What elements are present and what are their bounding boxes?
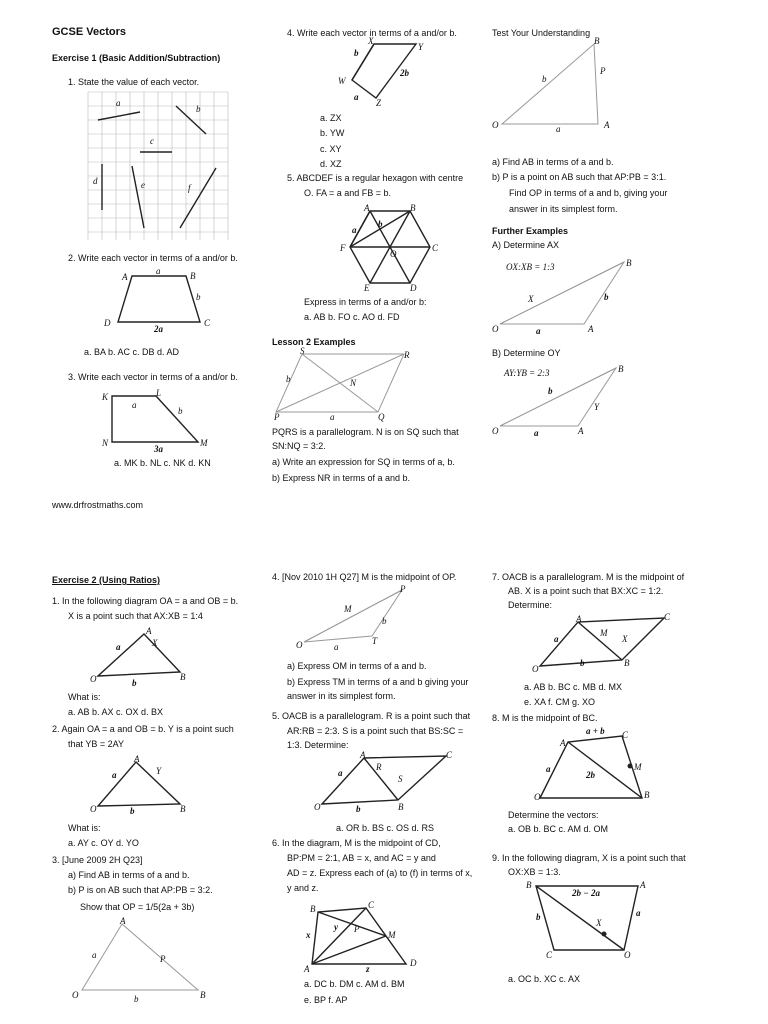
e7-parts1: a. AB b. BC c. MB d. MX	[524, 682, 623, 692]
e7-line1: 7. OACB is a parallelogram. M is the midpoint of	[492, 572, 685, 582]
svg-text:P: P	[274, 412, 280, 422]
e1-parts: a. AB b. AX c. OX d. BX	[68, 707, 164, 717]
e9-diagram	[524, 880, 654, 960]
svg-text:e: e	[141, 180, 145, 190]
svg-text:A: A	[360, 750, 366, 760]
e9-parts: a. OC b. XC c. AX	[508, 974, 581, 984]
svg-text:b: b	[536, 912, 541, 922]
svg-text:C: C	[204, 318, 211, 328]
svg-text:C: C	[622, 730, 629, 740]
e5-line2: AR:RB = 2:3. S is a point such that BS:SC =	[287, 726, 464, 736]
e2-line1: 2. Again OA = a and OB = b. Y is a point such	[52, 724, 234, 734]
e2-line2: that YB = 2AY	[68, 739, 124, 749]
test-triangle	[490, 36, 620, 132]
q5-parts: a. AB b. FO c. AO d. FD	[304, 312, 400, 322]
further-a: A) Determine AX	[492, 240, 560, 250]
svg-text:M: M	[200, 438, 208, 448]
page-title: GCSE Vectors	[52, 26, 126, 38]
e6-line4: y and z.	[287, 883, 319, 893]
q4-part-c: c. XY	[320, 144, 342, 154]
e2-triangle	[90, 754, 200, 816]
svg-text:B: B	[526, 880, 532, 890]
q4-part-d: d. XZ	[320, 159, 342, 169]
q2-text: 2. Write each vector in terms of a and/or b.	[68, 253, 238, 263]
svg-text:x: x	[306, 930, 311, 940]
e5-line3: 1:3. Determine:	[287, 740, 349, 750]
svg-text:a: a	[354, 92, 359, 102]
svg-text:P: P	[160, 954, 166, 964]
q2-trapezium	[100, 268, 220, 338]
exercise2-heading: Exercise 2 (Using Ratios)	[52, 575, 161, 585]
svg-text:b: b	[196, 104, 201, 114]
svg-text:b: b	[580, 658, 585, 668]
e7-parallelogram	[530, 612, 670, 674]
svg-text:W: W	[338, 76, 346, 86]
e4-line1: 4. [Nov 2010 1H Q27] M is the midpoint of OP.	[272, 572, 457, 582]
e6-parts1: a. DC b. DM c. AM d. BM	[304, 979, 405, 989]
svg-text:a: a	[534, 428, 539, 438]
svg-text:S: S	[300, 346, 305, 356]
svg-text:D: D	[410, 958, 417, 968]
q5-line2: O. FA = a and FB = b.	[304, 188, 392, 198]
test-part-b1: b) P is a point on AB such that AP:PB = 3:1.	[492, 172, 667, 182]
test-title: Test Your Understanding	[492, 28, 591, 38]
e7-line3: Determine:	[508, 600, 553, 610]
e4-part-b1: b) Express TM in terms of a and b giving your	[287, 677, 469, 687]
svg-text:P: P	[600, 66, 606, 76]
svg-text:b: b	[604, 292, 609, 302]
e6-diagram	[300, 900, 420, 976]
further-b-triangle	[492, 362, 632, 442]
svg-text:a: a	[554, 634, 559, 644]
q5-express: Express in terms of a and/or b:	[304, 297, 427, 307]
svg-text:AY:YB = 2:3: AY:YB = 2:3	[504, 368, 550, 378]
q4-parallelogram	[332, 38, 442, 114]
svg-text:A: A	[134, 754, 140, 764]
svg-text:O: O	[90, 674, 97, 684]
website-url[interactable]: www.drfrostmaths.com	[52, 500, 144, 510]
svg-text:A: A	[146, 626, 152, 636]
svg-text:X: X	[596, 918, 602, 928]
svg-text:a: a	[536, 326, 541, 336]
lesson2-heading: Lesson 2 Examples	[272, 337, 356, 347]
svg-text:b: b	[132, 678, 137, 688]
svg-text:a: a	[352, 225, 357, 235]
svg-text:O: O	[90, 804, 97, 814]
e8-quadrilateral	[530, 726, 660, 804]
svg-text:N: N	[102, 438, 109, 448]
svg-text:Y: Y	[156, 766, 162, 776]
svg-text:a: a	[116, 98, 121, 108]
svg-text:a: a	[338, 768, 343, 778]
q2-parts: a. BA b. AC c. DB d. AD	[84, 347, 180, 357]
q5-line1: 5. ABCDEF is a regular hexagon with centre	[287, 173, 464, 183]
e6-parts2: e. BP f. AP	[304, 995, 348, 1005]
q4-part-a: a. ZX	[320, 113, 342, 123]
lesson2-line2: SN:NQ = 3:2.	[272, 441, 326, 451]
svg-text:C: C	[664, 612, 671, 622]
svg-text:B: B	[410, 203, 416, 213]
svg-text:A: A	[578, 426, 584, 436]
svg-text:b: b	[382, 616, 387, 626]
svg-text:R: R	[404, 350, 410, 360]
svg-text:Y: Y	[418, 42, 424, 52]
svg-text:z: z	[366, 964, 370, 974]
e1-what: What is:	[68, 692, 101, 702]
svg-text:B: B	[398, 802, 404, 812]
q3-text: 3. Write each vector in terms of a and/or b.	[68, 372, 238, 382]
svg-text:B: B	[180, 672, 186, 682]
svg-text:P: P	[354, 924, 360, 934]
svg-text:b: b	[196, 292, 201, 302]
svg-text:a: a	[112, 770, 117, 780]
svg-text:O: O	[492, 120, 499, 130]
svg-text:X: X	[368, 36, 374, 46]
exercise1-heading: Exercise 1 (Basic Addition/Subtraction)	[52, 53, 221, 63]
e9-line2: OX:XB = 1:3.	[508, 867, 561, 877]
svg-text:A: A	[560, 738, 566, 748]
svg-text:B: B	[180, 804, 186, 814]
e1-triangle	[90, 626, 200, 688]
svg-text:O: O	[492, 426, 499, 436]
q1-vector-grid	[88, 92, 228, 240]
svg-text:A: A	[122, 272, 128, 282]
e3-part-b: b) P is on AB such that AP:PB = 3:2.	[68, 885, 213, 895]
svg-text:O: O	[624, 950, 631, 960]
further-a-triangle	[492, 256, 632, 336]
q4-part-b: b. YW	[320, 128, 345, 138]
svg-text:a: a	[334, 642, 339, 652]
svg-text:A: A	[588, 324, 594, 334]
svg-text:a: a	[92, 950, 97, 960]
svg-text:b: b	[354, 48, 359, 58]
svg-text:L: L	[156, 388, 162, 398]
q3-parts: a. MK b. NL c. NK d. KN	[114, 458, 211, 468]
q4-text: 4. Write each vector in terms of a and/or b.	[287, 28, 457, 38]
svg-text:a: a	[330, 412, 335, 422]
e9-line1: 9. In the following diagram, X is a point such that	[492, 853, 686, 863]
svg-text:a: a	[556, 124, 561, 134]
e6-line3: AD = z. Express each of (a) to (f) in terms of x,	[287, 868, 473, 878]
e7-parts2: e. XA f. CM g. XO	[524, 697, 596, 707]
svg-text:a: a	[132, 400, 137, 410]
e2-parts: a. AY c. OY d. YO	[68, 838, 139, 848]
svg-text:A: A	[640, 880, 646, 890]
svg-text:M: M	[388, 930, 396, 940]
svg-text:y: y	[334, 922, 338, 932]
svg-text:OX:XB = 1:3: OX:XB = 1:3	[506, 262, 555, 272]
svg-text:B: B	[190, 271, 196, 281]
svg-text:f: f	[188, 183, 191, 193]
svg-text:O: O	[492, 324, 499, 334]
svg-text:B: B	[200, 990, 206, 1000]
test-part-a: a) Find AB in terms of a and b.	[492, 157, 614, 167]
svg-text:S: S	[398, 774, 403, 784]
svg-text:a: a	[156, 266, 161, 276]
e8-parts: a. OB b. BC c. AM d. OM	[508, 824, 609, 834]
svg-text:D: D	[104, 318, 111, 328]
svg-text:Y: Y	[594, 402, 600, 412]
e3-part-c: Show that OP = 1/5(2a + 3b)	[80, 902, 195, 912]
svg-text:T: T	[372, 636, 378, 646]
svg-text:O: O	[390, 249, 397, 259]
lesson2-parallelogram	[272, 348, 412, 424]
e2-what: What is:	[68, 823, 101, 833]
e5-line1: 5. OACB is a parallelogram. R is a point such that	[272, 711, 471, 721]
svg-text:2a: 2a	[154, 324, 163, 334]
q5-hexagon	[338, 205, 438, 291]
e1-line2: X is a point such that AX:XB = 1:4	[68, 611, 203, 621]
e6-line2: BP:PM = 2:1, AB = x, and AC = y and	[287, 853, 436, 863]
svg-text:B: B	[618, 364, 624, 374]
svg-text:C: C	[368, 900, 375, 910]
e1-line1: 1. In the following diagram OA = a and OB = b.	[52, 596, 239, 606]
svg-text:2b: 2b	[586, 770, 595, 780]
svg-text:O: O	[72, 990, 79, 1000]
svg-text:b: b	[356, 804, 361, 814]
svg-text:b: b	[548, 386, 553, 396]
e3-line1: 3. [June 2009 2H Q23]	[52, 855, 143, 865]
svg-text:C: C	[446, 750, 453, 760]
svg-text:F: F	[340, 243, 346, 253]
svg-text:a: a	[546, 764, 551, 774]
svg-text:2b: 2b	[400, 68, 409, 78]
svg-text:a + b: a + b	[586, 726, 605, 736]
svg-text:R: R	[376, 762, 382, 772]
svg-text:B: B	[594, 36, 600, 46]
e8-determine: Determine the vectors:	[508, 810, 599, 820]
svg-text:b: b	[178, 406, 183, 416]
svg-text:C: C	[432, 243, 439, 253]
e4-part-b2: answer in its simplest form.	[287, 691, 396, 701]
svg-text:B: B	[644, 790, 650, 800]
svg-text:b: b	[542, 74, 547, 84]
svg-text:M: M	[344, 604, 352, 614]
e6-line1: 6. In the diagram, M is the midpoint of CD,	[272, 838, 441, 848]
svg-text:b: b	[130, 806, 135, 816]
lesson2-part-b: b) Express NR in terms of a and b.	[272, 473, 411, 483]
test-part-b2: Find OP in terms of a and b, giving your	[509, 188, 668, 198]
further-b: B) Determine OY	[492, 348, 561, 358]
svg-text:Q: Q	[378, 412, 385, 422]
svg-text:X: X	[152, 638, 158, 648]
e3-triangle	[68, 918, 208, 1002]
e5-parts: a. OR b. BS c. OS d. RS	[336, 823, 435, 833]
svg-text:A: A	[304, 964, 310, 974]
svg-text:M: M	[600, 628, 608, 638]
svg-text:A: A	[576, 614, 582, 624]
e3-part-a: a) Find AB in terms of a and b.	[68, 870, 190, 880]
svg-text:N: N	[350, 378, 357, 388]
svg-text:M: M	[634, 762, 642, 772]
further-heading: Further Examples	[492, 226, 569, 236]
lesson2-line1: PQRS is a parallelogram. N is on SQ such that	[272, 427, 459, 437]
svg-text:O: O	[532, 664, 539, 674]
svg-text:E: E	[364, 283, 370, 293]
svg-text:K: K	[102, 392, 109, 402]
svg-text:b: b	[134, 994, 139, 1004]
svg-text:b: b	[378, 219, 383, 229]
svg-text:B: B	[624, 658, 630, 668]
svg-text:O: O	[296, 640, 303, 650]
e7-line2: AB. X is a point such that BX:XC = 1:2.	[508, 586, 664, 596]
svg-text:A: A	[364, 203, 370, 213]
q3-quadrilateral	[98, 386, 218, 456]
svg-text:b: b	[286, 374, 291, 384]
q1-text: 1. State the value of each vector.	[68, 77, 200, 87]
svg-text:3a: 3a	[154, 444, 163, 454]
e8-line1: 8. M is the midpoint of BC.	[492, 713, 598, 723]
lesson2-part-a: a) Write an expression for SQ in terms of a, b.	[272, 457, 455, 467]
svg-text:A: A	[120, 916, 126, 926]
svg-text:d: d	[93, 176, 98, 186]
svg-text:Z: Z	[376, 98, 382, 108]
svg-text:P: P	[400, 584, 406, 594]
svg-text:O: O	[314, 802, 321, 812]
svg-text:X: X	[622, 634, 628, 644]
e4-triangle	[296, 584, 416, 654]
svg-text:C: C	[546, 950, 553, 960]
svg-text:B: B	[310, 904, 316, 914]
svg-text:X: X	[528, 294, 534, 304]
svg-text:B: B	[626, 258, 632, 268]
svg-text:D: D	[410, 283, 417, 293]
svg-text:c: c	[150, 136, 154, 146]
svg-text:O: O	[534, 792, 541, 802]
e4-part-a: a) Express OM in terms of a and b.	[287, 661, 427, 671]
svg-text:2b − 2a: 2b − 2a	[572, 888, 600, 898]
svg-text:A: A	[604, 120, 610, 130]
e5-parallelogram	[312, 750, 452, 812]
test-part-b3: answer in its simplest form.	[509, 204, 618, 214]
svg-text:a: a	[636, 908, 641, 918]
svg-text:a: a	[116, 642, 121, 652]
